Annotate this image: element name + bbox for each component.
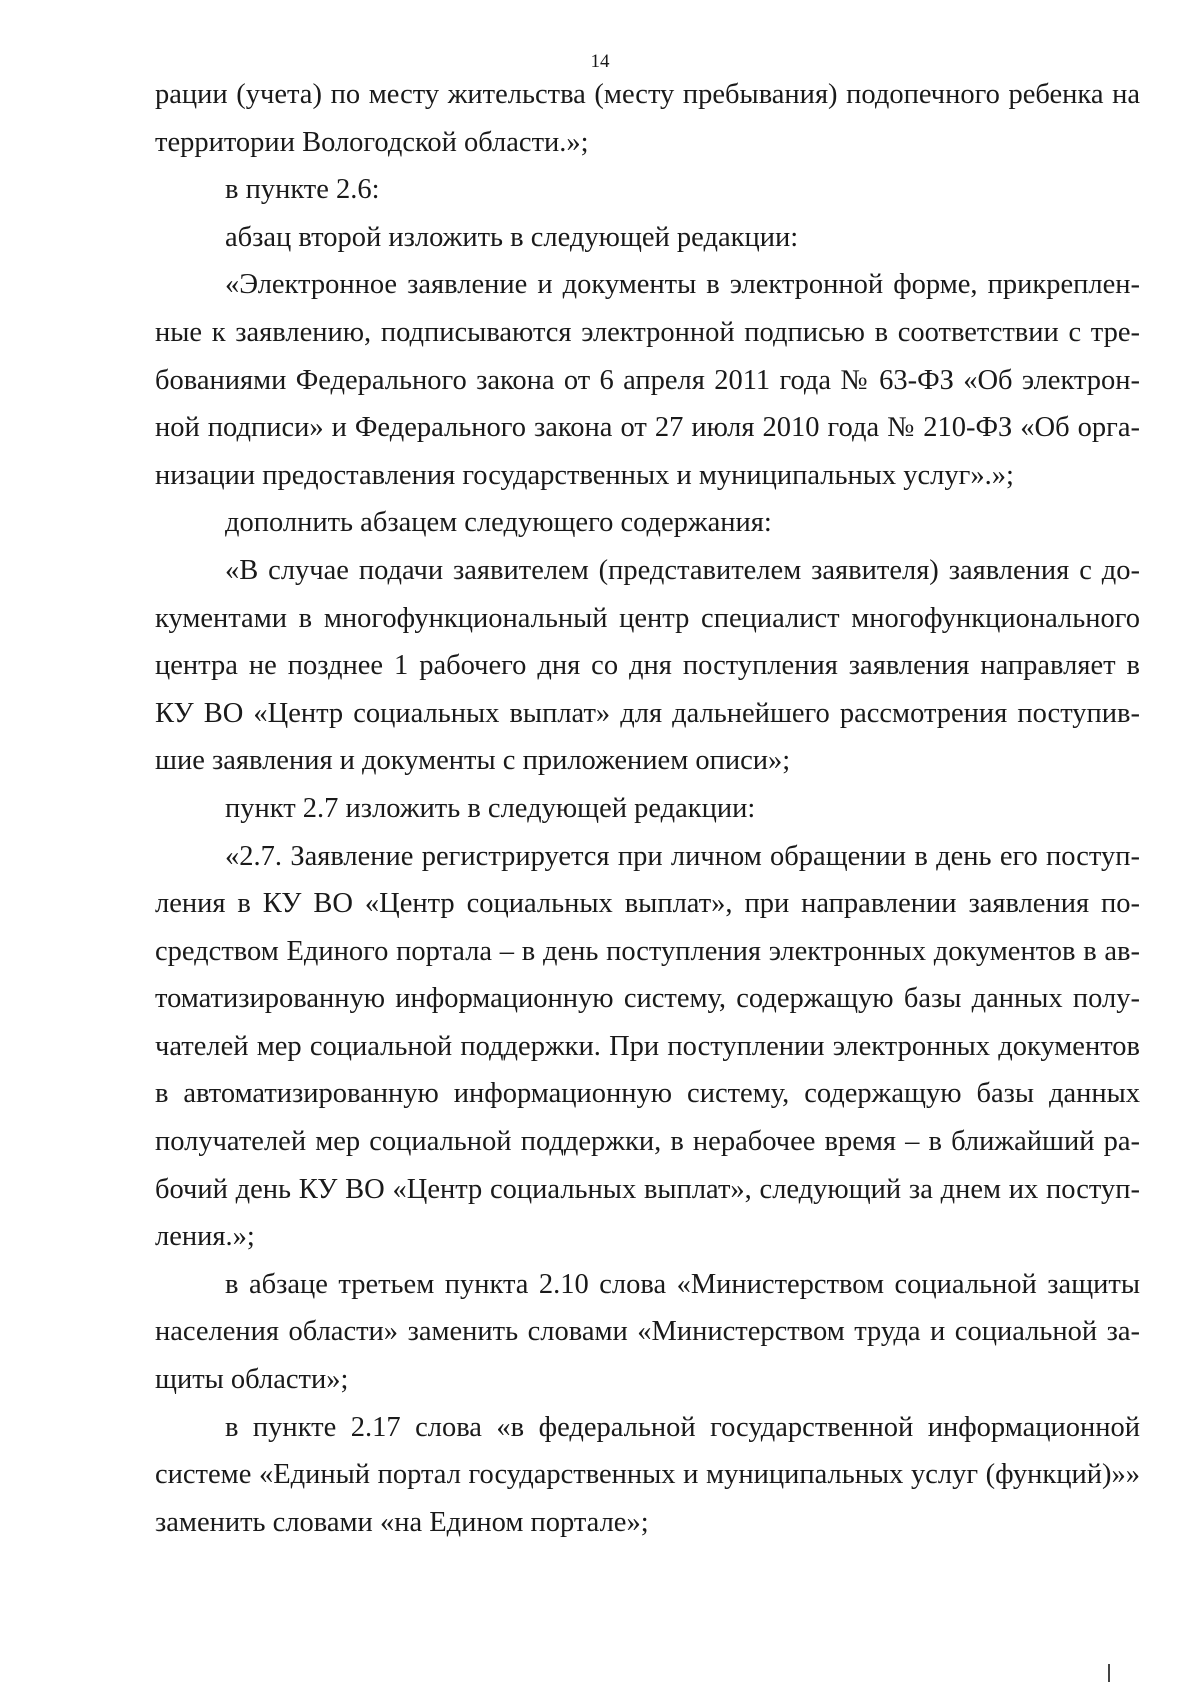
paragraph-amendment: в пункте 2.17 слова «в федеральной государственной информационной системе «Единый портал государственных и муниципальных услуг (функций)»» заменить словами «на Едином портале»; <box>155 1411 1140 1538</box>
paragraph-instruction: пункт 2.7 изложить в следующей редакции: <box>225 792 756 824</box>
paragraph-clause-2-6: в пункте 2.6: <box>225 174 380 206</box>
paragraph-amendment: в абзаце третьем пункта 2.10 слова «Министерством социальной защиты населения области» заменить словами «Министерством труда и социальной защиты области»; <box>155 1268 1140 1396</box>
paragraph-quoted-text: «Электронное заявление и документы в электронной форме, прикрепленные к заявлению, подписываются электронной подписью в соответствии с требованиями Федерального закона от 6 апреля 2011 года № 63-ФЗ «Об электронной подписи» и Федерального закона от 27 июля 2010 года № 210-ФЗ «Об организации предоставления государственных и муниципальных услуг».»; <box>155 269 1140 491</box>
paragraph-continuation: рации (учета) по месту жительства (месту пребывания) подопечного ребенка на территории Вологодской области.»; <box>155 79 1140 158</box>
page-number: 14 <box>590 51 610 72</box>
scan-edge-mark <box>1108 1664 1110 1682</box>
paragraph-instruction: дополнить абзацем следующего содержания: <box>225 507 772 539</box>
paragraph-instruction: абзац второй изложить в следующей редакции: <box>225 221 799 253</box>
paragraph-quoted-text: «2.7. Заявление регистрируется при личном обращении в день его поступления в КУ ВО «Центр социальных выплат», при направлении заявления посредством Единого портала – в день поступления электронных документов в автоматизированную информационную систему, содержащую базы данных получателей мер социальной поддержки. При поступлении электронных документов в автоматизированную информационную систему, содержащую базы данных получателей мер социальной поддержки, в нерабочее время – в ближайший рабочий день КУ ВО «Центр социальных выплат», следующий за днем их поступления.»; <box>155 840 1140 1253</box>
paragraph-quoted-text: «В случае подачи заявителем (представителем заявителя) заявления с документами в многофункциональный центр специалист многофункционального центра не позднее 1 рабочего дня со дня поступления заявления направляет в КУ ВО «Центр социальных выплат» для дальнейшего рассмотрения поступившие заявления и документы с приложением описи»; <box>155 554 1140 777</box>
document-body <box>155 71 1140 1546</box>
